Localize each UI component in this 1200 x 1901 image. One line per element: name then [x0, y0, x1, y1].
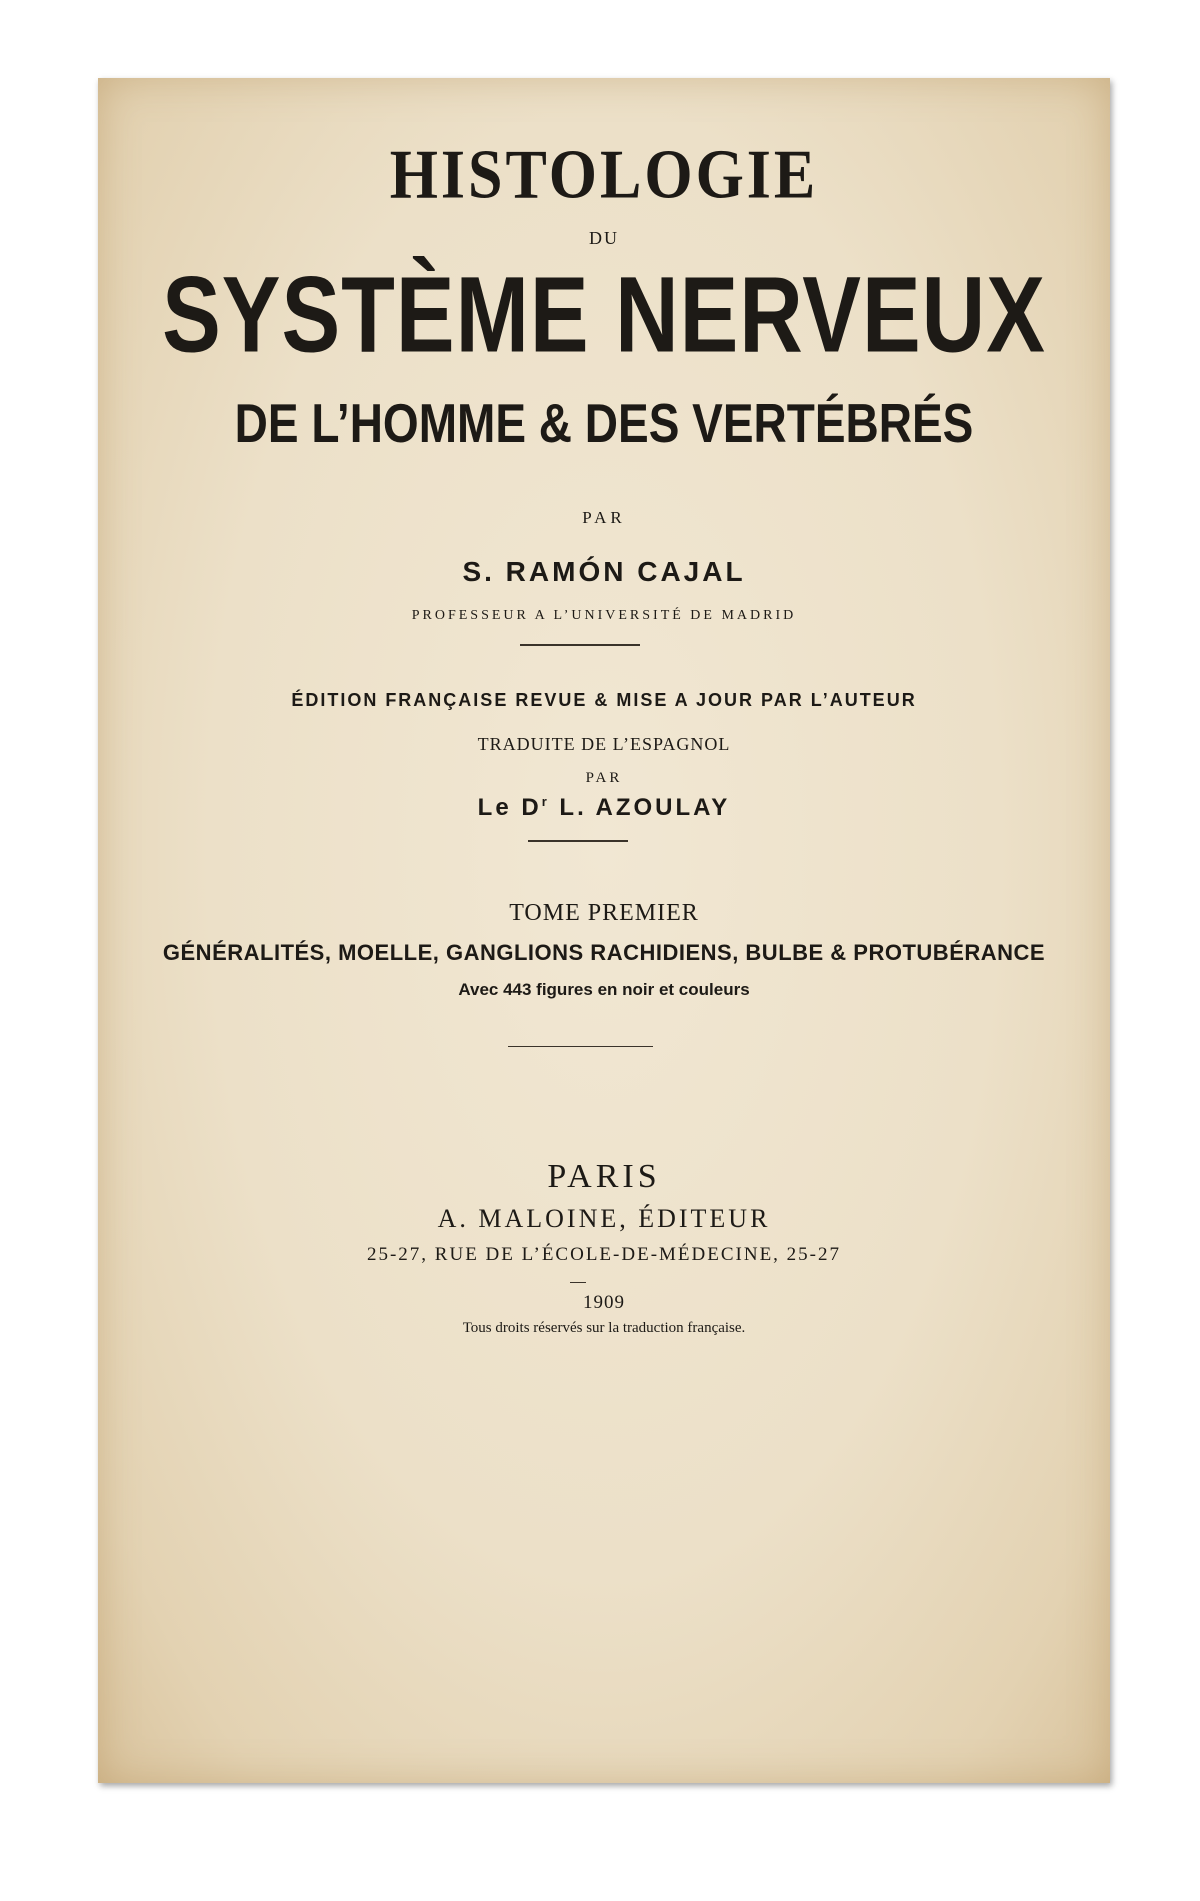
title-systeme-nerveux: SYSTÈME NERVEUX [162, 254, 1046, 375]
city-line: PARIS [547, 1158, 661, 1195]
par-label-1: PAR [582, 508, 626, 527]
title-de-lhomme: DE L’HOMME & DES VERTÉBRÉS [234, 392, 974, 454]
par-label-2: PAR [585, 770, 623, 786]
rights-line: Tous droits réservés sur la traduction française. [462, 1320, 746, 1336]
figures-line: Avec 443 figures en noir et couleurs [458, 980, 750, 999]
translator-name: L. AZOULAY [549, 794, 731, 821]
translator-sup: r [541, 794, 550, 809]
divider-3 [508, 1046, 653, 1047]
author-title: PROFESSEUR A L’UNIVERSITÉ DE MADRID [411, 608, 797, 623]
title-du: DU [589, 228, 619, 248]
book-title-page [98, 78, 1110, 1783]
author-name: S. RAMÓN CAJAL [462, 556, 746, 587]
contents-line: GÉNÉRALITÉS, MOELLE, GANGLIONS RACHIDIENS, BULBE & PROTUBÉRANCE [162, 940, 1046, 965]
publisher-line: A. MALOINE, ÉDITEUR [437, 1204, 771, 1233]
divider-2 [528, 840, 628, 842]
tome-line: TOME PREMIER [509, 900, 699, 926]
edition-line: ÉDITION FRANÇAISE REVUE & MISE A JOUR PAR L’AUTEUR [291, 690, 917, 710]
translator-le: Le D [477, 794, 542, 821]
translated-line: TRADUITE DE L’ESPAGNOL [477, 734, 731, 754]
translator-line [98, 794, 1110, 822]
divider-1 [520, 644, 640, 646]
address-line: 25-27, RUE DE L’ÉCOLE-DE-MÉDECINE, 25-27 [366, 1244, 842, 1265]
divider-4 [570, 1282, 586, 1283]
title-histologie: HISTOLOGIE [389, 136, 819, 214]
year-line: 1909 [583, 1292, 625, 1313]
